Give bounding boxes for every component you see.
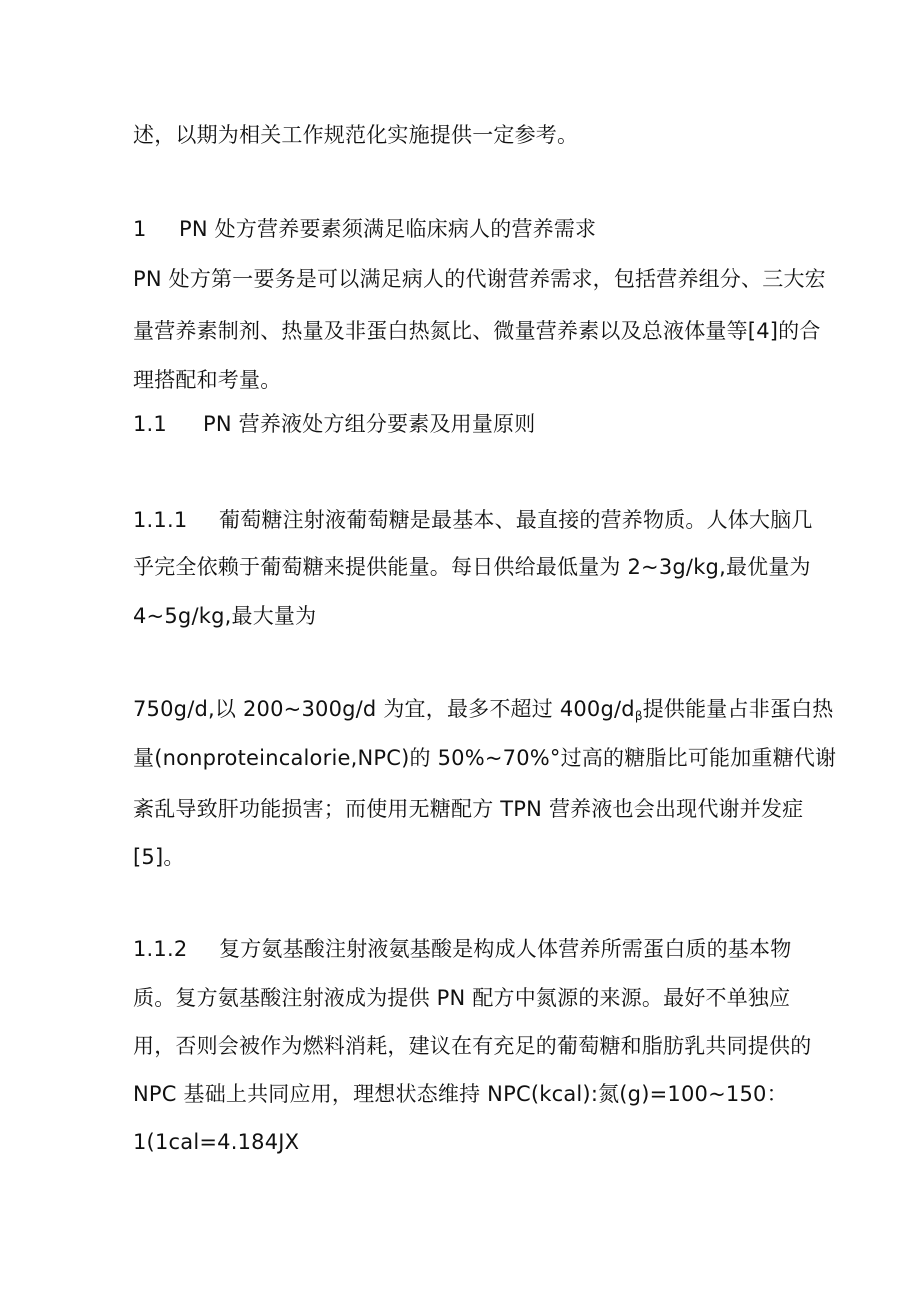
section-1-1-1-line-3: 4~5g/kg,最大量为 — [133, 604, 317, 628]
paragraph-2-line-2: 量(nonproteincalorie,NPC)的 50%~70%°过高的糖脂比可能加重糖代谢 — [133, 746, 837, 770]
paragraph-2-line-1: 750g/d,以 200~300g/d 为宜，最多不超过 $400g∕d_\beta$提供能量占非蛋白热 — [133, 697, 834, 723]
section-1-heading — [133, 215, 596, 243]
section-number: 1.1.2 — [133, 937, 188, 961]
section-number: 1.1 — [133, 412, 167, 436]
paragraph-1-line-1: PN 处方第一要务是可以满足病人的代谢营养需求，包括营养组分、三大宏 — [133, 267, 826, 291]
section-1-1-2-line-5: 1(1cal=4.184JX — [133, 1130, 300, 1154]
section-1-1-2-line-4: NPC 基础上共同应用，理想状态维持 NPC(kcal):氮(g)=100~150： — [133, 1082, 788, 1106]
paragraph-intro-end: 述，以期为相关工作规范化实施提供一定参考。 — [133, 123, 579, 147]
section-title: PN 营养液处方组分要素及用量原则 — [203, 412, 536, 436]
section-title: PN 处方营养要素须满足临床病人的营养需求 — [179, 217, 597, 241]
paragraph-1-line-2: 量营养素制剂、热量及非蛋白热氮比、微量营养素以及总液体量等[4]的合 — [133, 319, 821, 343]
section-1-1-heading — [133, 410, 535, 438]
paragraph-2-line-4: [5]。 — [133, 845, 185, 869]
section-1-1-1-line-2: 乎完全依赖于葡萄糖来提供能量。每日供给最低量为 2~3g∕kg,最优量为 — [133, 555, 811, 579]
section-1-1-1-line-1: 1.1.1 葡萄糖注射液葡萄糖是最基本、最直接的营养物质。人体大脑几 — [133, 508, 813, 532]
paragraph-2-line-3: 紊乱导致肝功能损害；而使用无糖配方 TPN 营养液也会出现代谢并发症 — [133, 797, 804, 821]
subscript-beta: β — [634, 709, 643, 723]
paragraph-1-line-3: 理搭配和考量。 — [133, 368, 282, 392]
section-1-1-2-line-1: 1.1.2 复方氨基酸注射液氨基酸是构成人体营养所需蛋白质的基本物 — [133, 937, 792, 961]
section-1-1-2-line-3: 用，否则会被作为燃料消耗，建议在有充足的葡萄糖和脂肪乳共同提供的 — [133, 1034, 812, 1058]
section-number: 1.1.1 — [133, 508, 188, 532]
section-1-1-2-line-2: 质。复方氨基酸注射液成为提供 PN 配方中氮源的来源。最好不单独应 — [133, 986, 791, 1010]
section-number: 1 — [133, 217, 147, 241]
